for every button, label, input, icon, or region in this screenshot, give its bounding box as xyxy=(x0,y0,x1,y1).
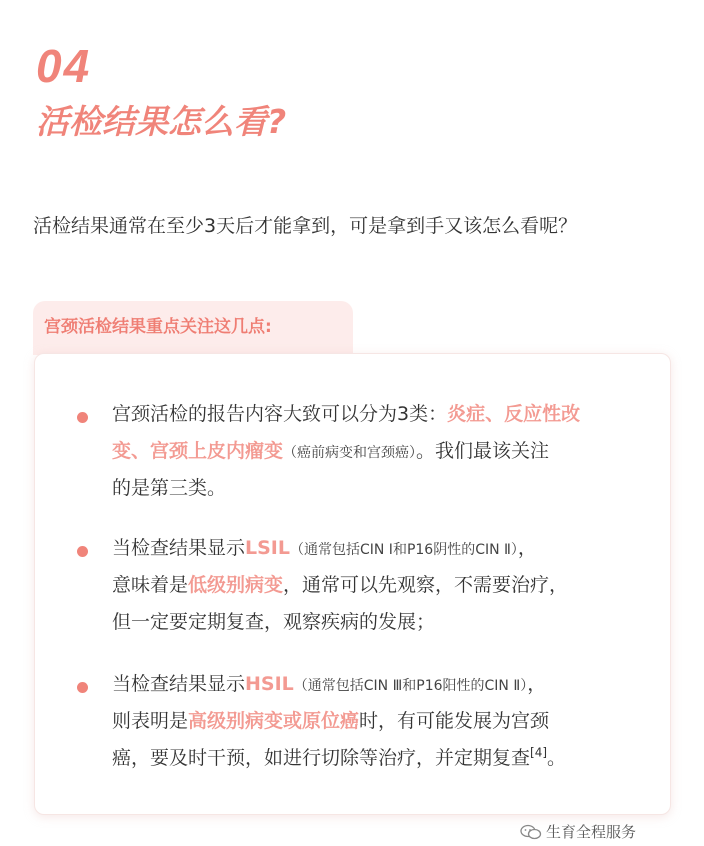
citation-ref: [4] xyxy=(530,745,548,760)
item-line xyxy=(112,529,537,567)
item-text: ，通常可以先观察，不需要治疗， xyxy=(283,574,569,596)
item-text: ， xyxy=(527,673,547,695)
item-note: （通常包括CIN Ⅰ和P16阴性的CIN Ⅱ） xyxy=(289,542,518,558)
item-note: （癌前病变和宫颈癌） xyxy=(283,445,417,461)
item-text: 。我们最该关注 xyxy=(416,440,550,462)
item-line xyxy=(112,395,580,433)
item-text: ， xyxy=(517,537,537,559)
item-text: 当检查结果显示 xyxy=(112,537,246,559)
item-highlight: 变、宫颈上皮内瘤变 xyxy=(112,440,284,462)
bullet-icon xyxy=(77,412,88,423)
item-line xyxy=(112,432,549,470)
item-line xyxy=(112,566,568,604)
section-number: 04 xyxy=(36,40,92,92)
item-line xyxy=(112,665,546,703)
intro-paragraph: 活检结果通常在至少3天后才能拿到，可是拿到手又该怎么看呢？ xyxy=(33,215,578,237)
item-text: 。 xyxy=(547,747,567,769)
item-highlight: 高级别病变或原位癌 xyxy=(188,710,360,732)
item-line: 的是第三类。 xyxy=(112,477,227,499)
callout-label: 宫颈活检结果重点关注这几点: xyxy=(44,317,272,337)
item-highlight: 低级别病变 xyxy=(188,574,284,596)
item-text: 当检查结果显示 xyxy=(112,673,246,695)
item-line: 但一定要定期复查，观察疾病的发展； xyxy=(112,611,436,633)
item-highlight: LSIL xyxy=(245,537,290,559)
watermark xyxy=(520,822,636,842)
item-text: 癌，要及时干预，如进行切除等治疗，并定期复查 xyxy=(112,747,531,769)
watermark-text: 生育全程服务 xyxy=(546,823,637,841)
item-note: （通常包括CIN Ⅲ和P16阳性的CIN Ⅱ） xyxy=(293,678,528,694)
item-text: 意味着是 xyxy=(112,574,189,596)
callout-label-box xyxy=(33,301,353,355)
item-highlight: 炎症、反应性改 xyxy=(447,403,581,425)
item-text: 则表明是 xyxy=(112,710,189,732)
item-line xyxy=(112,739,566,777)
bullet-icon xyxy=(77,682,88,693)
item-text: 宫颈活检的报告内容大致可以分为3类： xyxy=(112,403,448,425)
item-highlight: HSIL xyxy=(245,673,294,695)
bullet-icon xyxy=(77,546,88,557)
item-line xyxy=(112,702,549,740)
wechat-icon xyxy=(520,824,542,840)
section-title: 活检结果怎么看? xyxy=(36,102,287,141)
item-text: 时，有可能发展为宫颈 xyxy=(359,710,550,732)
